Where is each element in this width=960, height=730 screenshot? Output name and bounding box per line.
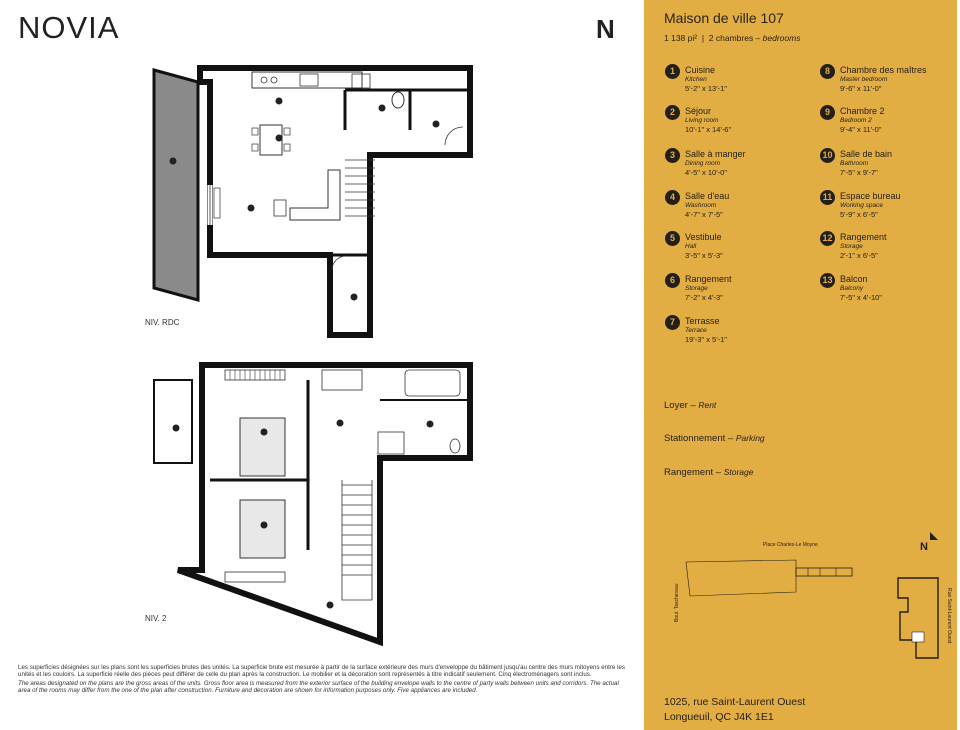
unit-bedrooms-en: bedrooms bbox=[762, 33, 801, 43]
site-building-footprint bbox=[898, 578, 938, 658]
bathtub bbox=[405, 370, 460, 396]
room-legend-item bbox=[665, 315, 805, 355]
ground-floor-label: NIV. RDC bbox=[145, 318, 180, 327]
room-name-en: Washroom bbox=[685, 202, 717, 209]
room-number-badge: 5 bbox=[665, 231, 680, 246]
parking-label-fr: Stationnement – bbox=[664, 433, 736, 444]
address bbox=[664, 695, 805, 725]
room-number-badge: 4 bbox=[665, 190, 680, 205]
room-dimensions: 7'-5" x 4'-10" bbox=[840, 293, 882, 302]
room-name-en: Bedroom 2 bbox=[840, 117, 872, 124]
room-name-fr: Rangement bbox=[840, 232, 887, 242]
upper-floor-plan bbox=[140, 360, 480, 645]
unit-area: 1 138 pi² bbox=[664, 33, 698, 43]
room-name-en: Bathroom bbox=[840, 160, 869, 167]
room-number-badge: 10 bbox=[820, 148, 835, 163]
room-name-fr: Salle d'eau bbox=[685, 191, 730, 201]
room-dimensions: 4'-5" x 10'-0" bbox=[685, 168, 727, 177]
room-dimensions: 5'-2" x 13'-1" bbox=[685, 84, 727, 93]
room-dimensions: 4'-7" x 7'-5" bbox=[685, 210, 723, 219]
room-name-en: Storage bbox=[685, 285, 708, 292]
room-legend-item bbox=[665, 148, 805, 188]
room-name-fr: Balcon bbox=[840, 274, 868, 284]
master-bed bbox=[240, 418, 285, 476]
room-name-en: Balcony bbox=[840, 285, 864, 292]
site-map-place-label: Place Charles-Le Moyne bbox=[763, 542, 818, 548]
room-number-badge: 1 bbox=[665, 64, 680, 79]
upper-outer-walls bbox=[178, 365, 470, 642]
room-name-fr: Salle à manger bbox=[685, 149, 746, 159]
room-dimensions: 10'-1" x 14'-6" bbox=[685, 125, 732, 134]
ground-floor-plan bbox=[140, 60, 480, 345]
room-name-fr: Chambre 2 bbox=[840, 106, 885, 116]
address-line-2: Longueuil, QC J4K 1E1 bbox=[664, 711, 774, 723]
room-name-fr: Salle de bain bbox=[840, 149, 893, 159]
room-legend-item bbox=[665, 190, 805, 230]
bed-2 bbox=[240, 500, 285, 558]
room-dimensions: 7'-5" x 9'-7" bbox=[840, 168, 878, 177]
unit-title: Maison de ville 107 bbox=[664, 10, 784, 26]
address-line-1: 1025, rue Saint-Laurent Ouest bbox=[664, 696, 806, 708]
room-name-en: Hall bbox=[685, 243, 697, 250]
room-legend-item bbox=[820, 105, 960, 145]
terrace-area bbox=[154, 70, 198, 300]
room-number-badge: 9 bbox=[820, 105, 835, 120]
parking-info bbox=[664, 433, 765, 444]
rent-label-en: Rent bbox=[698, 400, 717, 410]
room-dimensions: 19'-3" x 5'-1" bbox=[685, 335, 727, 344]
room-number-badge: 13 bbox=[820, 273, 835, 288]
room-name-fr: Espace bureau bbox=[840, 191, 901, 201]
site-map-east-street: Rue Saint-Laurent Ouest bbox=[946, 588, 952, 644]
room-dimensions: 2'-1" x 6'-5" bbox=[840, 251, 878, 260]
room-legend-item bbox=[665, 105, 805, 145]
room-legend-item bbox=[820, 64, 960, 104]
parking-label-en: Parking bbox=[735, 433, 765, 443]
disclaimer-en: The areas designated on the plans are the gross areas of the units. Gross floor area is measured from the exterior surface of the building envelope walls to the centre of party walls between units and corridors. The actual area of the rooms may differ from the one of the plan after construction. Furniture and decoration are shown for information purposes only. Five appliances are included. bbox=[18, 679, 619, 695]
room-name-fr: Séjour bbox=[685, 106, 712, 116]
room-number-badge: 2 bbox=[665, 105, 680, 120]
room-number-badge: 8 bbox=[820, 64, 835, 79]
unit-info-panel bbox=[644, 0, 957, 730]
room-legend-item bbox=[820, 190, 960, 230]
room-name-fr: Vestibule bbox=[685, 232, 722, 242]
room-dimensions: 7'-2" x 4'-3" bbox=[685, 293, 723, 302]
storage-label-en: Storage bbox=[723, 467, 754, 477]
room-name-en: Terrace bbox=[685, 327, 707, 334]
site-block-outline bbox=[686, 560, 796, 596]
storage-label-fr: Rangement – bbox=[664, 467, 724, 478]
upper-floor-label: NIV. 2 bbox=[145, 614, 167, 623]
room-number-badge: 6 bbox=[665, 273, 680, 288]
room-legend-item bbox=[665, 231, 805, 271]
site-map-west-street: Boul. Taschereau bbox=[674, 583, 680, 622]
north-arrow-icon: N bbox=[920, 541, 928, 553]
room-number-badge: 3 bbox=[665, 148, 680, 163]
room-legend-item bbox=[665, 273, 805, 313]
room-dimensions: 3'-5" x 5'-3" bbox=[685, 251, 723, 260]
room-name-fr: Rangement bbox=[685, 274, 732, 284]
site-scale-bar bbox=[796, 568, 852, 576]
room-name-en: Living room bbox=[685, 117, 719, 124]
subtitle-separator: | bbox=[699, 33, 707, 43]
room-dimensions: 9'-6" x 11'-0" bbox=[840, 84, 882, 93]
storage-info bbox=[664, 467, 753, 478]
kitchen-counter bbox=[252, 72, 362, 88]
room-legend-item bbox=[820, 148, 960, 188]
desk bbox=[322, 370, 362, 390]
room-dimensions: 9'-4" x 11'-0" bbox=[840, 125, 882, 134]
balcony-area bbox=[154, 380, 192, 463]
rent-label-fr: Loyer – bbox=[664, 400, 699, 411]
room-name-fr: Terrasse bbox=[685, 316, 720, 326]
disclaimer-fr: Les superficies désignées sur les plans sont les superficies brutes des unités. La superficie brute est mesurée à partir de la surface extérieure des murs d'enveloppe du bâtiment jusqu'au centre des murs mitoyens entre les unités et les couloirs. La superficie réelle des pièces peut différer de celle du plan après la construction. Le mobilier et la décoration sont représentés à titre indicatif seulement. Cinq électroménagers sont inclus. bbox=[18, 664, 625, 679]
room-legend-item bbox=[665, 64, 805, 104]
room-number-badge: 7 bbox=[665, 315, 680, 330]
unit-bedrooms-fr: 2 chambres – bbox=[708, 33, 763, 43]
unit-subtitle bbox=[664, 33, 800, 43]
room-number-badge: 11 bbox=[820, 190, 835, 205]
room-name-en: Master bedroom bbox=[840, 76, 888, 83]
room-legend-item bbox=[820, 273, 960, 313]
site-map bbox=[668, 540, 952, 670]
room-name-en: Dining room bbox=[685, 160, 721, 167]
room-name-fr: Cuisine bbox=[685, 65, 716, 75]
brand-mark-icon: N bbox=[596, 14, 615, 44]
room-name-en: Kitchen bbox=[685, 76, 707, 83]
room-dimensions: 5'-9" x 6'-5" bbox=[840, 210, 878, 219]
room-name-en: Storage bbox=[840, 243, 863, 250]
brand-logo: NOVIA bbox=[18, 10, 120, 45]
disclaimer bbox=[18, 664, 626, 696]
room-number-badge: 12 bbox=[820, 231, 835, 246]
room-name-en: Working space bbox=[840, 202, 883, 209]
room-legend-item bbox=[820, 231, 960, 271]
rent-info bbox=[664, 400, 716, 411]
room-name-fr: Chambre des maîtres bbox=[840, 65, 927, 75]
